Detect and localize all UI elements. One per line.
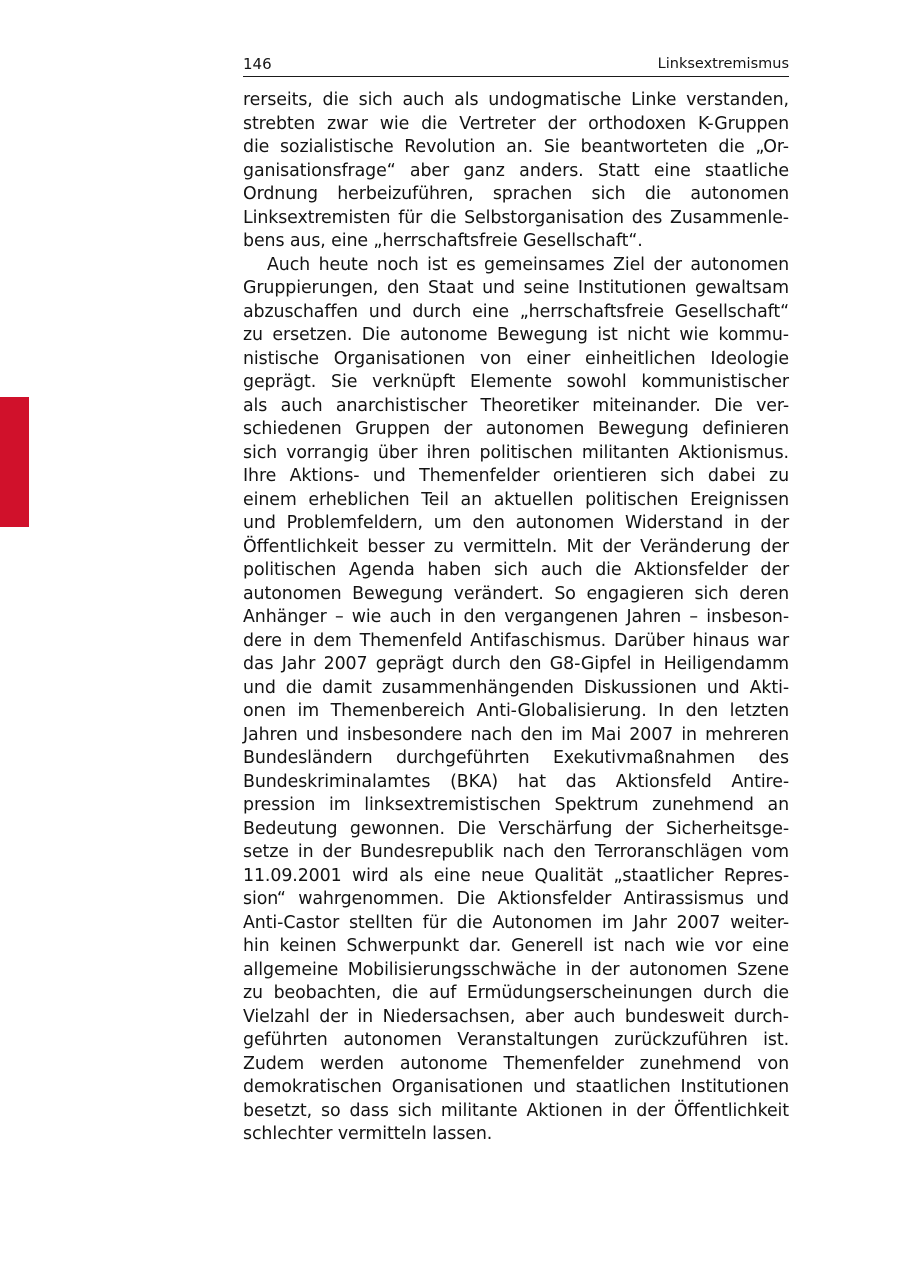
text-line: die sozialistische Revolution an. Sie beantworteten die „Or- — [243, 137, 789, 157]
chapter-marker-tab — [0, 397, 29, 527]
text-line: zu beobachten, die auf Ermüdungserscheinungen durch die — [243, 983, 789, 1003]
text-line: besetzt, so dass sich militante Aktionen in der Öffentlichkeit — [243, 1100, 789, 1121]
section-title: Linksextremismus — [657, 56, 789, 72]
text-line: Bundeskriminalamtes (BKA) hat das Aktionsfeld Antire- — [243, 771, 789, 792]
text-line: allgemeine Mobilisierungsschwäche in der autonomen Szene — [243, 959, 789, 980]
text-line: demokratischen Organisationen und staatlichen Institutionen — [243, 1077, 789, 1097]
text-line: das Jahr 2007 geprägt durch den G8-Gipfel in Heiligendamm — [243, 654, 789, 674]
text-line: abzuschaffen und durch eine „herrschaftsfreie Gesellschaft“ — [243, 301, 789, 322]
text-line: Bundesländern durchgeführten Exekutivmaßnahmen des — [243, 748, 789, 768]
text-line: Gruppierungen, den Staat und seine Institutionen gewaltsam — [243, 278, 789, 298]
text-line: setze in der Bundesrepublik nach den Terroranschlägen vom — [243, 842, 789, 862]
text-line: Vielzahl der in Niedersachsen, aber auch bundesweit durch- — [243, 1006, 789, 1027]
text-line: Anhänger – wie auch in den vergangenen Jahren – insbeson- — [243, 607, 789, 627]
text-line: bens aus, eine „herrschaftsfreie Gesellschaft“. — [243, 231, 643, 251]
text-line: ganisationsfrage“ aber ganz anders. Statt eine staatliche — [243, 160, 789, 181]
text-line: schiedenen Gruppen der autonomen Bewegung definieren — [243, 419, 789, 439]
text-line: rerseits, die sich auch als undogmatische Linke verstanden, — [243, 90, 789, 110]
text-line: sion“ wahrgenommen. Die Aktionsfelder Antirassismus und — [243, 889, 789, 909]
text-line: geführten autonomen Veranstaltungen zurückzuführen ist. — [243, 1030, 789, 1050]
text-line: Linksextremisten für die Selbstorganisation des Zusammenle- — [243, 207, 789, 228]
text-line: Öffentlichkeit besser zu vermitteln. Mit der Veränderung der — [243, 536, 789, 557]
text-line: hin keinen Schwerpunkt dar. Generell ist nach wie vor eine — [243, 936, 789, 956]
text-line: Auch heute noch ist es gemeinsames Ziel der autonomen — [267, 254, 789, 275]
text-line: einem erheblichen Teil an aktuellen politischen Ereignissen — [243, 489, 789, 510]
text-line: dere in dem Themenfeld Antifaschismus. Darüber hinaus war — [243, 630, 789, 651]
text-line: Ordnung herbeizuführen, sprachen sich die autonomen — [243, 184, 789, 204]
text-line: und die damit zusammenhängenden Diskussionen und Akti- — [243, 677, 789, 698]
page-number: 146 — [243, 55, 272, 73]
text-line: schlechter vermitteln lassen. — [243, 1124, 493, 1144]
text-line: politischen Agenda haben sich auch die Aktionsfelder der — [243, 560, 789, 580]
text-line: onen im Themenbereich Anti-Globalisierung. In den letzten — [243, 701, 789, 721]
text-line: pression im linksextremistischen Spektrum zunehmend an — [243, 795, 789, 815]
text-line: geprägt. Sie verknüpft Elemente sowohl kommunistischer — [243, 372, 789, 392]
text-line: 11.09.2001 wird als eine neue Qualität „staatlicher Repres- — [243, 865, 789, 886]
text-line: Zudem werden autonome Themenfelder zunehmend von — [243, 1053, 789, 1074]
text-line: Ihre Aktions- und Themenfelder orientieren sich dabei zu — [243, 466, 789, 486]
text-line: als auch anarchistischer Theoretiker miteinander. Die ver- — [243, 395, 789, 416]
text-line: und Problemfeldern, um den autonomen Widerstand in der — [243, 513, 789, 533]
running-header — [243, 54, 789, 77]
text-line: zu ersetzen. Die autonome Bewegung ist nicht wie kommu- — [243, 325, 789, 345]
text-line: nistische Organisationen von einer einheitlichen Ideologie — [243, 348, 789, 369]
body-text — [243, 89, 789, 1147]
text-line: strebten zwar wie die Vertreter der orthodoxen K-Gruppen — [243, 113, 789, 134]
text-line: Bedeutung gewonnen. Die Verschärfung der Sicherheitsge- — [243, 818, 789, 839]
text-line: Anti-Castor stellten für die Autonomen im Jahr 2007 weiter- — [243, 912, 789, 933]
text-line: autonomen Bewegung verändert. So engagieren sich deren — [243, 583, 789, 604]
text-line: sich vorrangig über ihren politischen militanten Aktionismus. — [243, 442, 789, 463]
text-line: Jahren und insbesondere nach den im Mai 2007 in mehreren — [243, 724, 789, 745]
